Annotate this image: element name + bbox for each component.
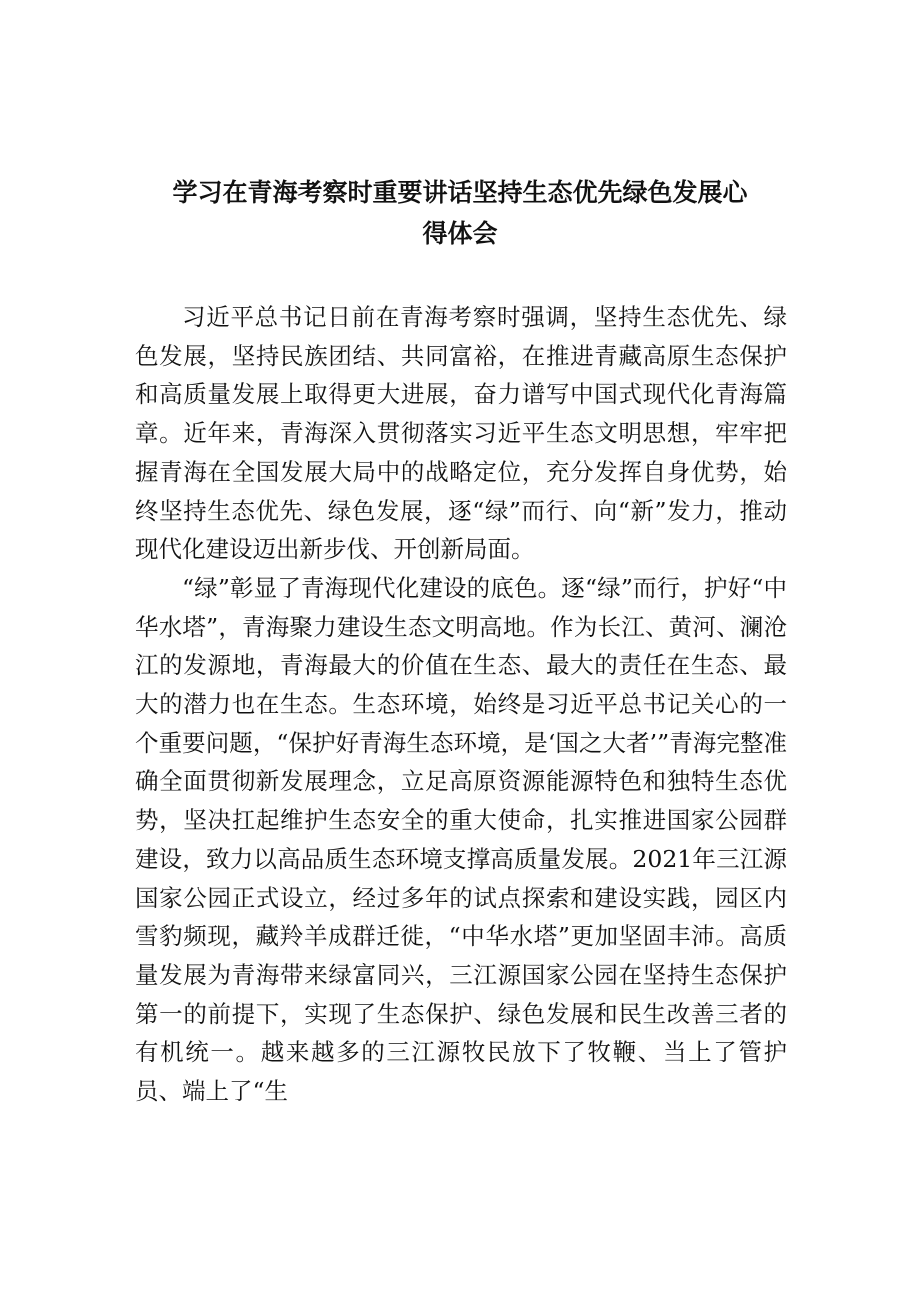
document-body [135,298,787,1111]
paragraph-2: “绿”彰显了青海现代化建设的底色。逐“绿”而行，护好“中华水塔”，青海聚力建设生态文明高地。作为长江、黄河、澜沧江的发源地，青海最大的价值在生态、最大的责任在生态、最大的潜力也在生态。生态环境，始终是习近平总书记关心的一个重要问题，“保护好青海生态环境，是‘国之大者’”青海完整准确全面贯彻新发展理念，立足高原资源能源特色和独特生态优势，坚决扛起维护生态安全的重大使命，扎实推进国家公园群建设，致力以高品质生态环境支撑高质量发展。2021年三江源国家公园正式设立，经过多年的试点探索和建设实践，园区内雪豹频现，藏羚羊成群迁徙，“中华水塔”更加坚固丰沛。高质量发展为青海带来绿富同兴，三江源国家公园在坚持生态保护第一的前提下，实现了生态保护、绿色发展和民生改善三者的有机统一。越来越多的三江源牧民放下了牧鞭、当上了管护员、端上了“生 [135,573,787,1106]
paragraph-1: 习近平总书记日前在青海考察时强调，坚持生态优先、绿色发展，坚持民族团结、共同富裕，在推进青藏高原生态保护和高质量发展上取得更大进展，奋力谱写中国式现代化青海篇章。近年来，青海深入贯彻落实习近平生态文明思想，牢牢把握青海在全国发展大局中的战略定位，充分发挥自身优势，始终坚持生态优先、绿色发展，逐“绿”而行、向“新”发力，推动现代化建设迈出新步伐、开创新局面。 [135,303,787,564]
title-line-1: 学习在青海考察时重要讲话坚持生态优先绿色发展心 [172,178,748,207]
document-title [140,172,780,254]
title-line-2: 得体会 [422,219,498,248]
